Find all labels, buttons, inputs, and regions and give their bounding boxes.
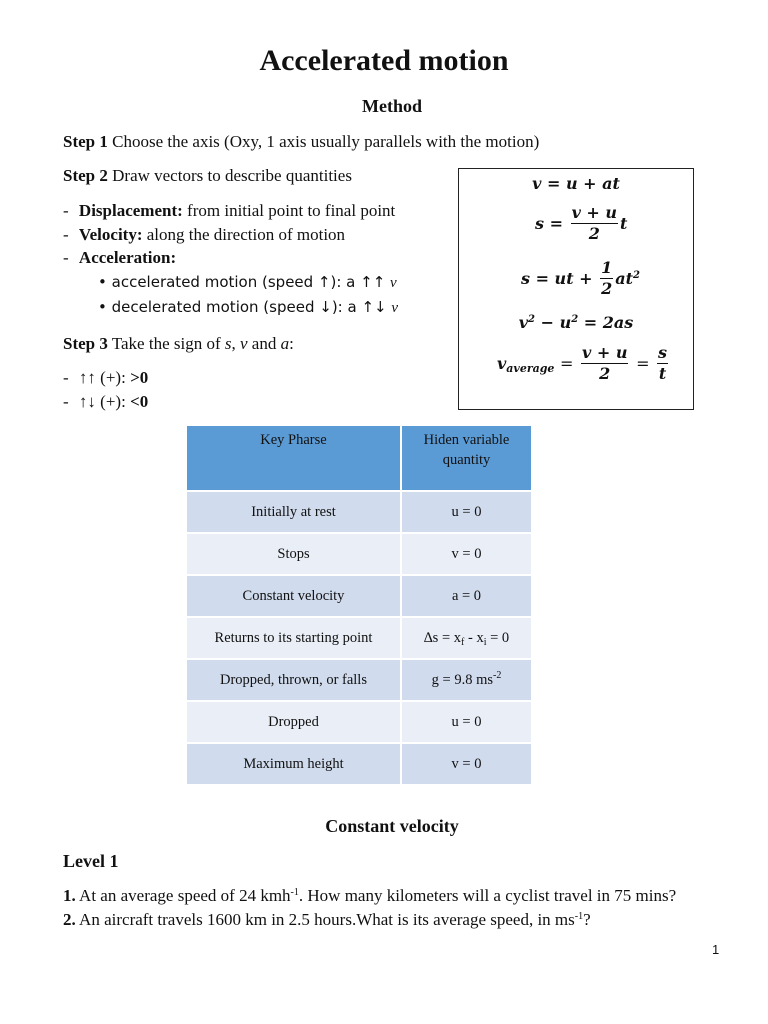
v-symbol: v	[390, 275, 397, 291]
f4-u-exponent: 2	[571, 314, 579, 325]
colon: :	[289, 334, 294, 353]
page-title: Accelerated motion	[259, 44, 509, 77]
acceleration-item	[63, 248, 176, 268]
table-cell-quantity: v = 0	[401, 743, 531, 785]
f5-equals-1: =	[560, 354, 574, 373]
table-cell-phrase: Initially at rest	[187, 491, 401, 533]
f5-den2: t	[658, 364, 667, 383]
table-cell-phrase: Constant velocity	[187, 575, 401, 617]
acceleration-label: Acceleration:	[78, 248, 177, 267]
sign-rule-2-value: <0	[130, 392, 149, 411]
f3-rhs: at	[615, 269, 634, 288]
table-cell-phrase: Dropped	[187, 701, 401, 743]
sign-rule-1-value: >0	[130, 368, 149, 387]
formula-box	[458, 168, 694, 410]
f3-exponent: 2	[633, 270, 641, 281]
table-row	[187, 701, 531, 743]
table-header-hidden-variable-text: Hiden variable quantity	[423, 432, 510, 468]
v-symbol: v	[240, 334, 248, 353]
question-2-text: An aircraft travels 1600 km in 2.5 hours.What is its average speed, in ms	[75, 910, 575, 929]
f2-den: 2	[588, 224, 600, 243]
f5-equals-2: =	[636, 354, 650, 373]
accel-bullet-1	[98, 273, 397, 292]
question-1-number: 1.	[63, 886, 76, 905]
f2-lhs: s =	[535, 214, 563, 233]
displacement-label: Displacement:	[78, 201, 183, 220]
sign-rule-2-text: ↑↓ (+):	[78, 392, 131, 411]
and-text: and	[247, 334, 281, 353]
f4-rhs: = 2as	[578, 313, 634, 332]
level-heading: Level 1	[63, 851, 119, 871]
question-1-text: At an average speed of 24 kmh	[75, 886, 291, 905]
dash: -	[63, 368, 69, 387]
table-header-hidden-variable	[401, 426, 531, 491]
sign-rule-2	[63, 392, 148, 412]
velocity-text: along the direction of motion	[142, 225, 346, 244]
step-3-label: Step 3	[63, 334, 108, 353]
table-cell-quantity: v = 0	[401, 533, 531, 575]
step-2-text: Draw vectors to describe quantities	[107, 166, 352, 185]
table-row	[187, 659, 531, 701]
step-3	[63, 334, 294, 354]
f3-den: 2	[601, 279, 613, 298]
a-symbol: a	[280, 334, 290, 353]
formula-velocity-squared	[459, 313, 693, 332]
table-cell-phrase: Stops	[187, 533, 401, 575]
v-symbol: v	[391, 300, 399, 316]
table-header-row	[187, 426, 531, 491]
f5-num2: s	[658, 343, 668, 362]
step-1-label: Step 1	[63, 132, 108, 151]
table-row	[187, 617, 531, 659]
sign-rule-1-text: ↑↑ (+):	[78, 368, 131, 387]
bullet-icon: •	[98, 273, 107, 291]
constant-velocity-heading: Constant velocity	[325, 816, 459, 836]
question-2	[63, 910, 591, 930]
question-1	[63, 886, 676, 906]
table-cell-quantity	[401, 659, 531, 701]
key-phrase-table	[187, 426, 531, 786]
table-row	[187, 491, 531, 533]
f3-lhs: s = ut +	[521, 269, 593, 288]
step-3-text: Take the sign of	[107, 334, 225, 353]
formula-displacement-time	[521, 258, 640, 299]
velocity-label: Velocity:	[78, 225, 143, 244]
formula-velocity: v = u + at	[532, 174, 620, 193]
accel-bullet-2-text: decelerated motion (speed ↓): a ↑↓	[111, 298, 392, 316]
table-cell-quantity	[401, 617, 531, 659]
table-row	[187, 575, 531, 617]
displacement-text: from initial point to final point	[182, 201, 396, 220]
sub-i: i	[483, 636, 487, 648]
displacement-item	[63, 201, 395, 221]
f3-num: 1	[601, 258, 613, 277]
table-cell-phrase: Maximum height	[187, 743, 401, 785]
formula-average-velocity	[497, 343, 670, 384]
table-cell-quantity: u = 0	[401, 491, 531, 533]
f2-rhs: t	[620, 214, 628, 233]
velocity-item	[63, 225, 345, 245]
step-2	[63, 166, 352, 186]
gravity-text: g = 9.8 ms	[431, 671, 493, 688]
table-cell-phrase: Returns to its starting point	[187, 617, 401, 659]
f4-v-exponent: 2	[528, 314, 536, 325]
equals-zero-text: = 0	[486, 629, 510, 646]
step-1-text: Choose the axis (Oxy, 1 axis usually parallels with the motion)	[107, 132, 540, 151]
step-2-label: Step 2	[63, 166, 108, 185]
f2-num: v + u	[571, 203, 618, 222]
table-header-key-phrase: Key Pharse	[187, 426, 401, 491]
formula-displacement-average	[535, 203, 627, 244]
table-cell-quantity: u = 0	[401, 701, 531, 743]
dash: -	[63, 248, 69, 267]
f4-v: v	[518, 313, 529, 332]
method-heading: Method	[362, 96, 422, 116]
question-1-text-end: . How many kilometers will a cyclist travel in 75 mins?	[298, 886, 677, 905]
table-cell-phrase: Dropped, thrown, or falls	[187, 659, 401, 701]
minus-x-text: - x	[464, 629, 484, 646]
bullet-icon: •	[98, 298, 107, 316]
comma: ,	[231, 334, 240, 353]
table-row	[187, 743, 531, 785]
dash: -	[63, 392, 69, 411]
f5-den: 2	[599, 364, 611, 383]
sign-rule-1	[63, 368, 148, 388]
f4-mid: − u	[535, 313, 572, 332]
dash: -	[63, 225, 69, 244]
page-number: 1	[712, 942, 720, 957]
accel-bullet-1-text: accelerated motion (speed ↑): a ↑↑	[111, 273, 391, 291]
delta-s-text: ∆s = x	[423, 629, 462, 646]
question-2-exponent: -1	[574, 911, 584, 922]
s-symbol: s	[224, 334, 232, 353]
question-2-number: 2.	[63, 910, 76, 929]
question-2-text-end: ?	[583, 910, 591, 929]
gravity-exponent: -2	[493, 669, 502, 681]
question-1-exponent: -1	[290, 887, 299, 898]
f5-num: v + u	[582, 343, 628, 362]
step-1	[63, 132, 539, 152]
f5-lhs: v	[497, 354, 507, 373]
table-row	[187, 533, 531, 575]
sub-f: f	[461, 636, 465, 648]
accel-bullet-2	[98, 298, 398, 317]
table-cell-quantity: a = 0	[401, 575, 531, 617]
f5-subscript: average	[506, 362, 555, 375]
dash: -	[63, 201, 69, 220]
